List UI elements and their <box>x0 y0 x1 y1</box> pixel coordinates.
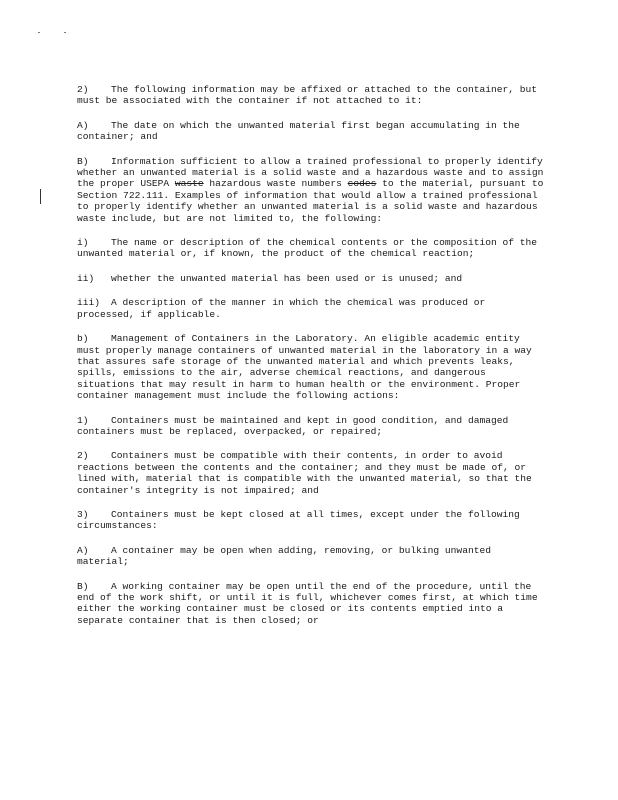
paragraph-text: The name or description of the chemical contents or the composition of the unwanted material or, if known, the product of the chemical reaction; <box>77 237 538 260</box>
paragraph-B-information <box>77 156 545 224</box>
paragraph-label: B) <box>77 155 89 167</box>
paragraph-A-open <box>77 545 545 568</box>
paragraph-text: A description of the manner in which the chemical was produced or processed, if applicable. <box>77 297 486 320</box>
scan-speck <box>64 32 66 33</box>
paragraph-i <box>77 237 545 260</box>
paragraph-label: i) <box>77 237 89 249</box>
paragraph-text: Management of Containers in the Laboratory. An eligible academic entity must properly manage containers of unwanted material in the laboratory in a way that assures safe storage of the unwanted material and which prevents leaks, spills, emissions to the air, adverse chemical reactions, and dangerous situations that may result in harm to human health or the environment. Proper container management must include the following actions: <box>77 333 532 402</box>
struck-text: codes <box>347 178 377 190</box>
paragraph-2-compatible <box>77 450 545 496</box>
paragraph-label: 2) <box>77 84 89 95</box>
paragraph-label: 3) <box>77 508 89 520</box>
paragraph-text: The following information may be affixed or attached to the container, but must be associated with the container if not attached to it: <box>77 84 538 107</box>
paragraph-text: whether the unwanted material has been used or is unused; and <box>111 272 463 284</box>
paragraph-text: Information sufficient to allow a trained professional to properly identify whether an unwanted material is a solid waste and a hazardous waste and to assign the proper USEPA <box>77 155 544 190</box>
paragraph-text: A working container may be open until the end of the procedure, until the end of the work shift, or until it is full, whichever comes first, at which time either the working container must be closed or its contents emptied into a separate container that is then closed; or <box>77 580 538 626</box>
paragraph-label: A) <box>77 119 89 131</box>
paragraph-label: iii) <box>77 297 101 309</box>
paragraph-b-management <box>77 333 545 401</box>
paragraph-text: to the material, pursuant to Section 722.111. Examples of information that would allow a trained professional to properly identify whether an unwanted material is a solid waste and hazardous waste include, but are not limited to, the following: <box>77 178 544 224</box>
paragraph-text: Containers must be compatible with their contents, in order to avoid reactions between the contents and the container; and they must be made of, or lined with, material that is compatible with the unwanted material, so that the container's integrity is not impaired; and <box>77 450 532 496</box>
paragraph-text: hazardous waste numbers <box>203 178 348 190</box>
scan-speck <box>38 32 40 33</box>
paragraph-A-date <box>77 120 545 143</box>
paragraph-B-working-container <box>77 581 545 627</box>
paragraph-label: 2) <box>77 450 89 462</box>
paragraph-label: B) <box>77 580 89 592</box>
paragraph-2 <box>77 84 545 107</box>
paragraph-text: The date on which the unwanted material first began accumulating in the container; and <box>77 119 520 143</box>
paragraph-text: Containers must be kept closed at all times, except under the following circumstances: <box>77 508 520 532</box>
paragraph-iii <box>77 297 545 320</box>
paragraph-label: ii) <box>77 272 95 284</box>
paragraph-3-closed <box>77 509 545 532</box>
paragraph-label: A) <box>77 544 89 556</box>
document-body <box>77 84 545 639</box>
struck-text: waste <box>174 178 204 190</box>
paragraph-text: Containers must be maintained and kept in good condition, and damaged containers must be replaced, overpacked, or repaired; <box>77 414 509 437</box>
paragraph-text: A container may be open when adding, removing, or bulking unwanted material; <box>77 544 491 568</box>
revision-margin-bar <box>40 189 41 204</box>
paragraph-1-condition <box>77 415 545 438</box>
paragraph-label: b) <box>77 333 89 345</box>
paragraph-label: 1) <box>77 414 89 426</box>
paragraph-ii <box>77 273 545 284</box>
